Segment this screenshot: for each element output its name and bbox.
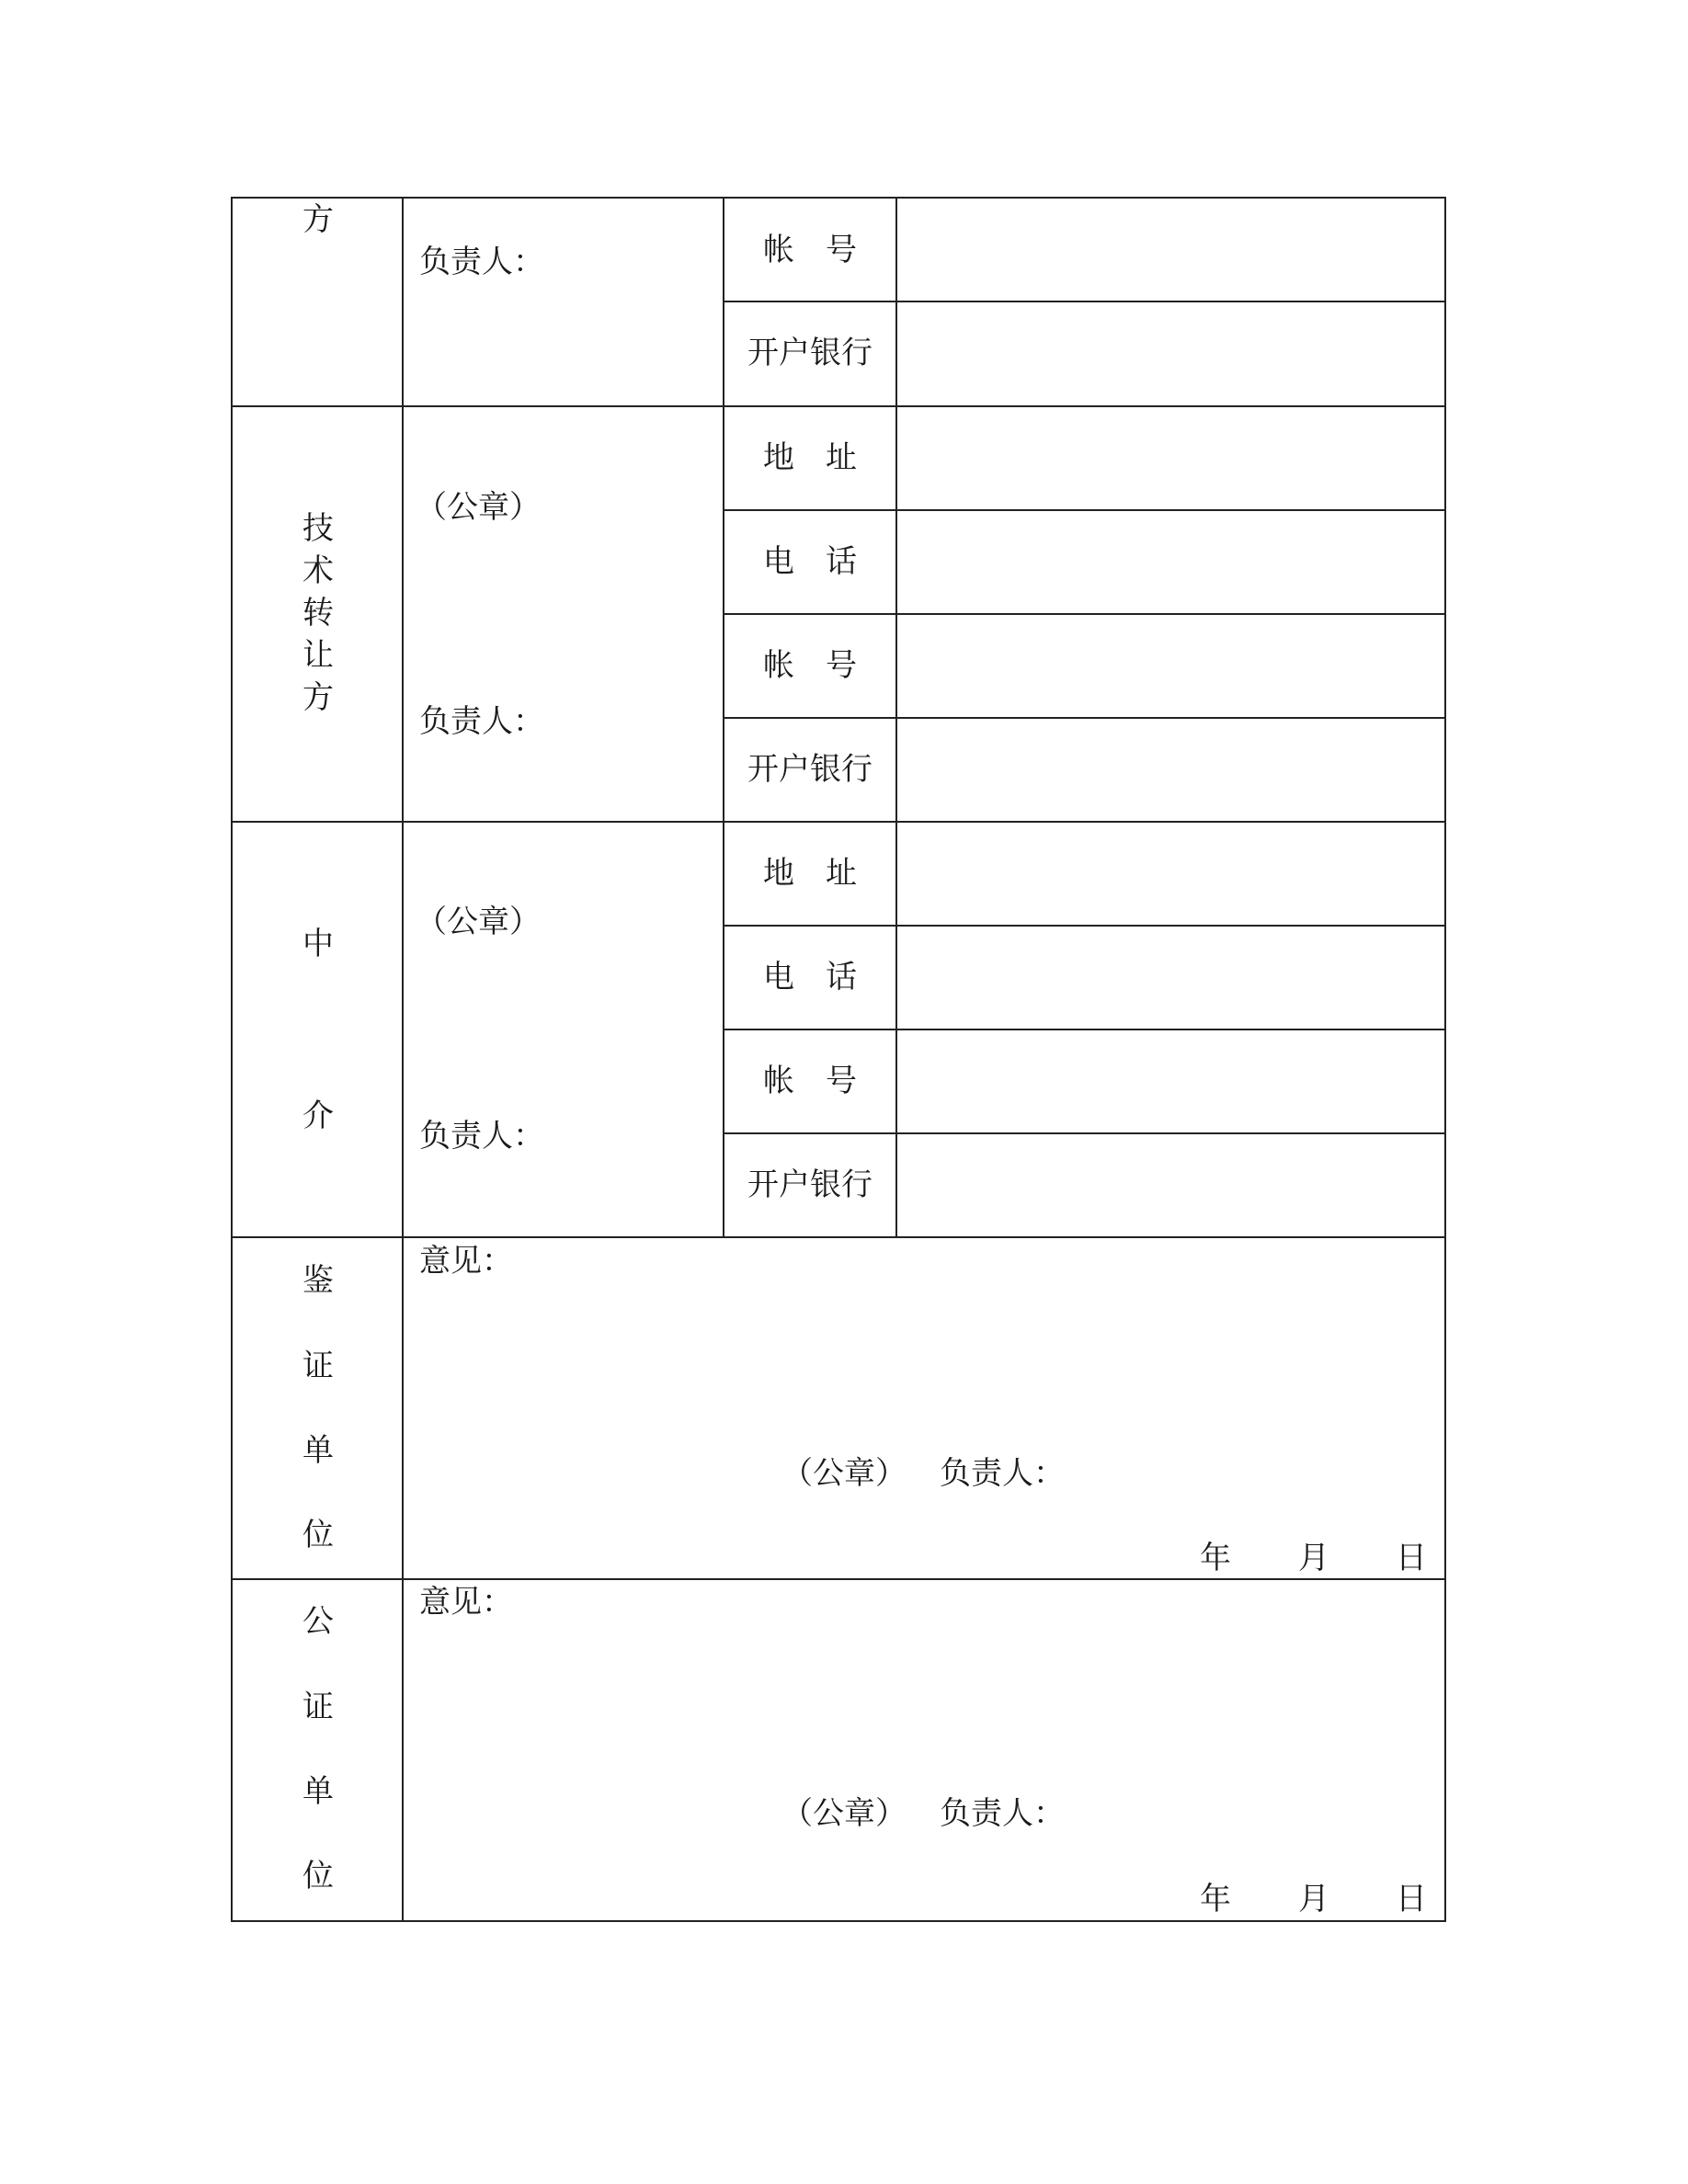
notary-side-char: 证: [302, 1689, 334, 1725]
row-divider: [723, 1029, 1446, 1030]
person-in-charge-label: 负责人：: [940, 1795, 1065, 1832]
field-label-phone: 电 话: [763, 959, 857, 995]
row-divider: [723, 1132, 1446, 1134]
person-in-charge-label: 负责人：: [419, 244, 544, 280]
field-label-bank: 开户银行: [747, 1166, 873, 1203]
row-divider: [723, 301, 1446, 302]
person-in-charge-label: 负责人：: [419, 703, 544, 740]
notary-side-char: 单: [302, 1773, 334, 1810]
opinion-label: 意见：: [419, 1584, 513, 1621]
notary-side-char: 公: [302, 1603, 334, 1640]
verification-side-char: 单: [302, 1432, 334, 1469]
verification-side-char: 位: [302, 1517, 334, 1553]
party-side-label: 方: [302, 201, 334, 238]
field-label-address: 地 址: [763, 439, 857, 476]
verification-side-char: 鉴: [302, 1262, 334, 1299]
intermediary-side-char: 介: [302, 1098, 334, 1134]
seal-label: （公章）: [781, 1455, 907, 1492]
field-label-account: 帐 号: [763, 1063, 857, 1099]
section-divider: [231, 1578, 1446, 1580]
section-divider: [231, 405, 1446, 407]
field-label-account: 帐 号: [763, 232, 857, 268]
section-divider: [231, 821, 1446, 823]
person-in-charge-label: 负责人：: [940, 1455, 1065, 1492]
field-label-bank: 开户银行: [747, 751, 873, 788]
seal-label: （公章）: [781, 1795, 907, 1832]
date-year-label: 年: [1200, 1540, 1231, 1576]
field-label-address: 地 址: [763, 855, 857, 892]
table-border-top: [231, 197, 1446, 199]
field-label-bank: 开户银行: [747, 335, 873, 371]
verification-side-char: 证: [302, 1348, 334, 1384]
date-year-label: 年: [1200, 1881, 1231, 1917]
transferor-side-label: 技 术 转 让 方: [302, 510, 334, 716]
field-label-phone: 电 话: [763, 543, 857, 580]
intermediary-side-char: 中: [302, 926, 334, 962]
row-divider: [723, 613, 1446, 615]
table-border-right: [1444, 197, 1446, 1922]
field-label-account: 帐 号: [763, 647, 857, 684]
notary-side-char: 位: [302, 1858, 334, 1894]
table-border-bottom: [231, 1920, 1446, 1922]
opinion-label: 意见：: [419, 1243, 513, 1280]
table-border-left: [231, 197, 233, 1922]
column-divider-label: [402, 197, 404, 1922]
seal-label: （公章）: [416, 904, 541, 940]
seal-label: （公章）: [416, 489, 541, 526]
date-month-label: 月: [1298, 1881, 1329, 1917]
row-divider: [723, 925, 1446, 927]
row-divider: [723, 509, 1446, 511]
person-in-charge-label: 负责人：: [419, 1118, 544, 1155]
date-day-label: 日: [1396, 1540, 1427, 1576]
section-divider: [231, 1236, 1446, 1238]
date-month-label: 月: [1298, 1540, 1329, 1576]
row-divider: [723, 717, 1446, 719]
date-day-label: 日: [1396, 1881, 1427, 1917]
